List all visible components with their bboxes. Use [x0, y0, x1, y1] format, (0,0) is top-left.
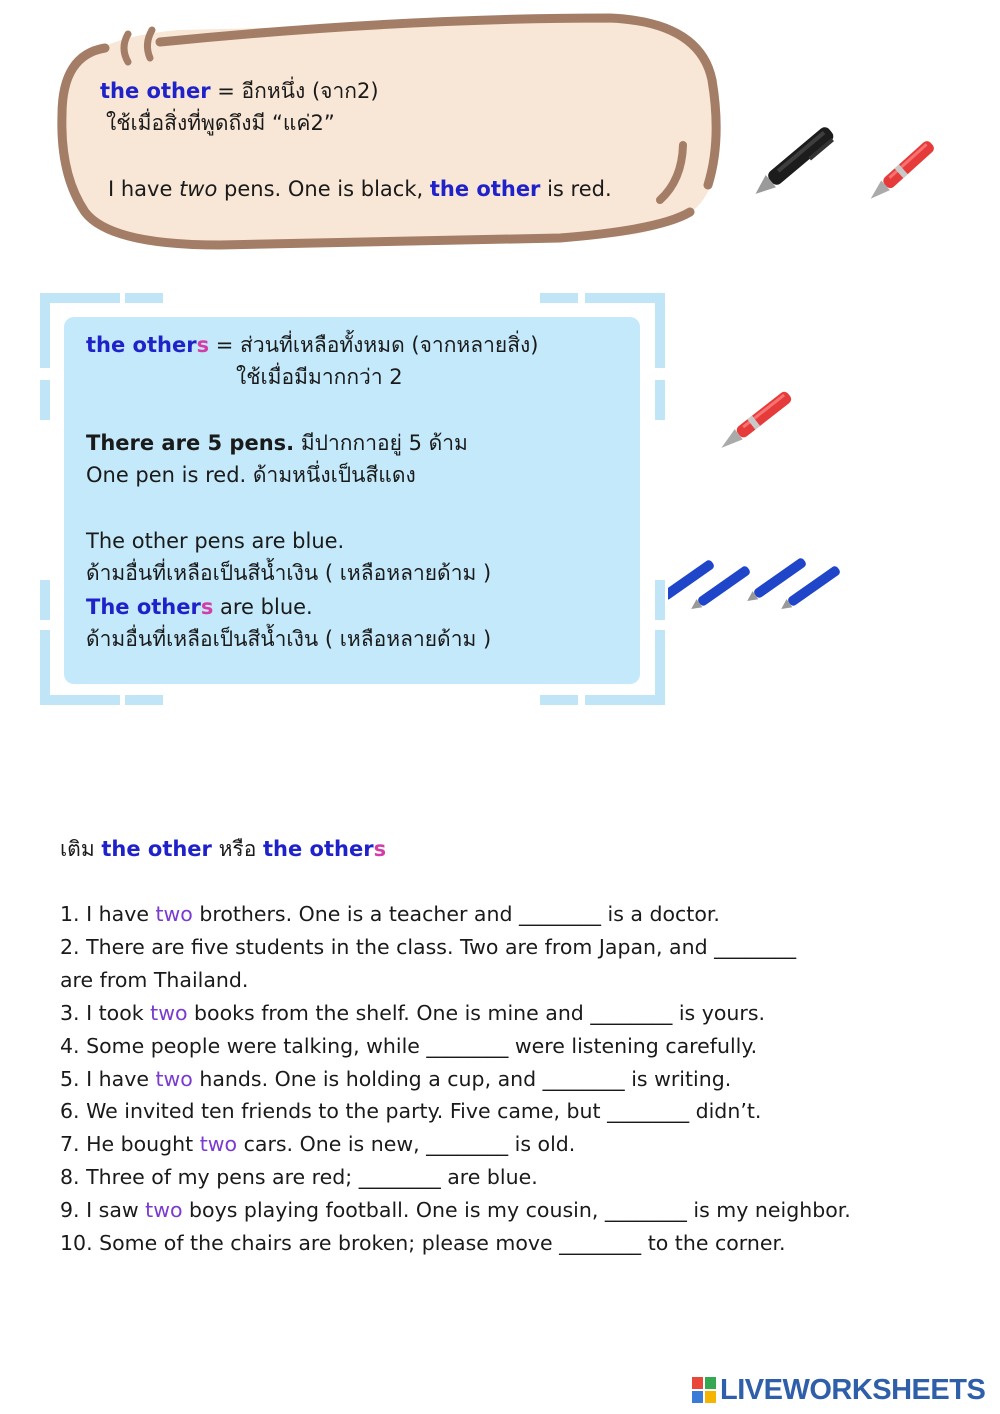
- box2-the-others-line: [86, 592, 313, 622]
- term-the-other: the other: [86, 333, 197, 357]
- example-thai: มีปากกาอยู่ 5 ด้าม: [294, 431, 468, 455]
- highlight-two: two: [155, 1067, 193, 1091]
- question-7[interactable]: [60, 1129, 575, 1159]
- box2-thai-remaining-line: ด้ามอื่นที่เหลือเป็นสีน้ำเงิน ( เหลือหลายด้าม ): [86, 561, 492, 585]
- question-text: boys playing football. One is my cousin, ________ is my neighbor.: [182, 1198, 851, 1222]
- highlight-two: two: [150, 1001, 188, 1025]
- exercise-instruction: [60, 834, 386, 864]
- highlight-two: two: [145, 1198, 183, 1222]
- term-plural-s: s: [200, 595, 214, 619]
- example-text: is red.: [540, 177, 612, 201]
- question-text: books from the shelf. One is mine and ________ is yours.: [187, 1001, 766, 1025]
- example-bold: There are 5 pens.: [86, 431, 295, 455]
- instruction-text: เติม: [60, 837, 102, 861]
- term-plural-s: s: [373, 837, 387, 861]
- box2-there-are-line: [86, 428, 468, 458]
- box2-one-pen-line: One pen is red. ด้ามหนึ่งเป็นสีแดง: [86, 463, 416, 487]
- box1-usage-line: ใช้เมื่อสิ่งที่พูดถึงมี “แค่2”: [106, 111, 335, 135]
- liveworksheets-logo[interactable]: [692, 1372, 992, 1408]
- question-text: hands. One is holding a cup, and ________ is writing.: [192, 1067, 732, 1091]
- term-the-other: the other: [101, 837, 212, 861]
- box1-definition-line: [100, 76, 379, 106]
- question-6[interactable]: 6. We invited ten friends to the party. Five came, but ________ didn’t.: [60, 1099, 762, 1123]
- example-two: two: [179, 177, 218, 201]
- term-the-other: The other: [86, 595, 201, 619]
- highlight-two: two: [199, 1132, 238, 1156]
- question-2-continued: are from Thailand.: [60, 968, 249, 992]
- highlight-two: two: [155, 902, 193, 926]
- question-text: 1. I have: [60, 902, 156, 926]
- red-pen-icon: [706, 378, 802, 468]
- term-the-other: the other: [263, 837, 374, 861]
- definition-text: = อีกหนึ่ง (จาก2): [210, 79, 379, 103]
- question-10[interactable]: 10. Some of the chairs are broken; please move ________ to the corner.: [60, 1231, 786, 1255]
- example-text: are blue.: [213, 595, 313, 619]
- box2-other-pens-line: The other pens are blue.: [86, 529, 345, 553]
- question-8[interactable]: 8. Three of my pens are red; ________ are blue.: [60, 1165, 538, 1189]
- question-3[interactable]: [60, 998, 765, 1028]
- question-2[interactable]: 2. There are five students in the class. Two are from Japan, and ________: [60, 935, 797, 959]
- liveworksheets-logo-icon: [692, 1377, 716, 1403]
- question-text: 3. I took: [60, 1001, 151, 1025]
- box1-example-line: [108, 174, 612, 204]
- box2-definition-line: [86, 330, 539, 360]
- question-5[interactable]: [60, 1064, 731, 1094]
- red-pen-icon: [855, 128, 945, 218]
- instruction-text: หรือ: [211, 837, 263, 861]
- logo-text: LIVEWORKSHEETS: [720, 1374, 986, 1406]
- term-the-other: the other: [429, 177, 541, 201]
- term-the-other: the other: [100, 79, 211, 103]
- question-text: 5. I have: [60, 1067, 156, 1091]
- box2-usage-line: ใช้เมื่อมีมากกว่า 2: [236, 365, 403, 389]
- question-1[interactable]: [60, 899, 720, 929]
- question-text: 9. I saw: [60, 1198, 146, 1222]
- question-9[interactable]: [60, 1195, 851, 1225]
- question-text: brothers. One is a teacher and ________ is a doctor.: [192, 902, 720, 926]
- black-pen-icon: [740, 110, 840, 220]
- term-plural-s: s: [196, 333, 210, 357]
- definition-text: = ส่วนที่เหลือทั้งหมด (จากหลายสิ่ง): [209, 333, 539, 357]
- blue-pens-icon: [668, 540, 848, 620]
- question-text: cars. One is new, ________ is old.: [237, 1132, 576, 1156]
- box2-thai-remaining-line-2: ด้ามอื่นที่เหลือเป็นสีน้ำเงิน ( เหลือหลายด้าม ): [86, 627, 492, 651]
- example-text: pens. One is black,: [217, 177, 430, 201]
- question-text: 7. He bought: [60, 1132, 200, 1156]
- question-4[interactable]: 4. Some people were talking, while ________ were listening carefully.: [60, 1034, 758, 1058]
- example-text: I have: [108, 177, 180, 201]
